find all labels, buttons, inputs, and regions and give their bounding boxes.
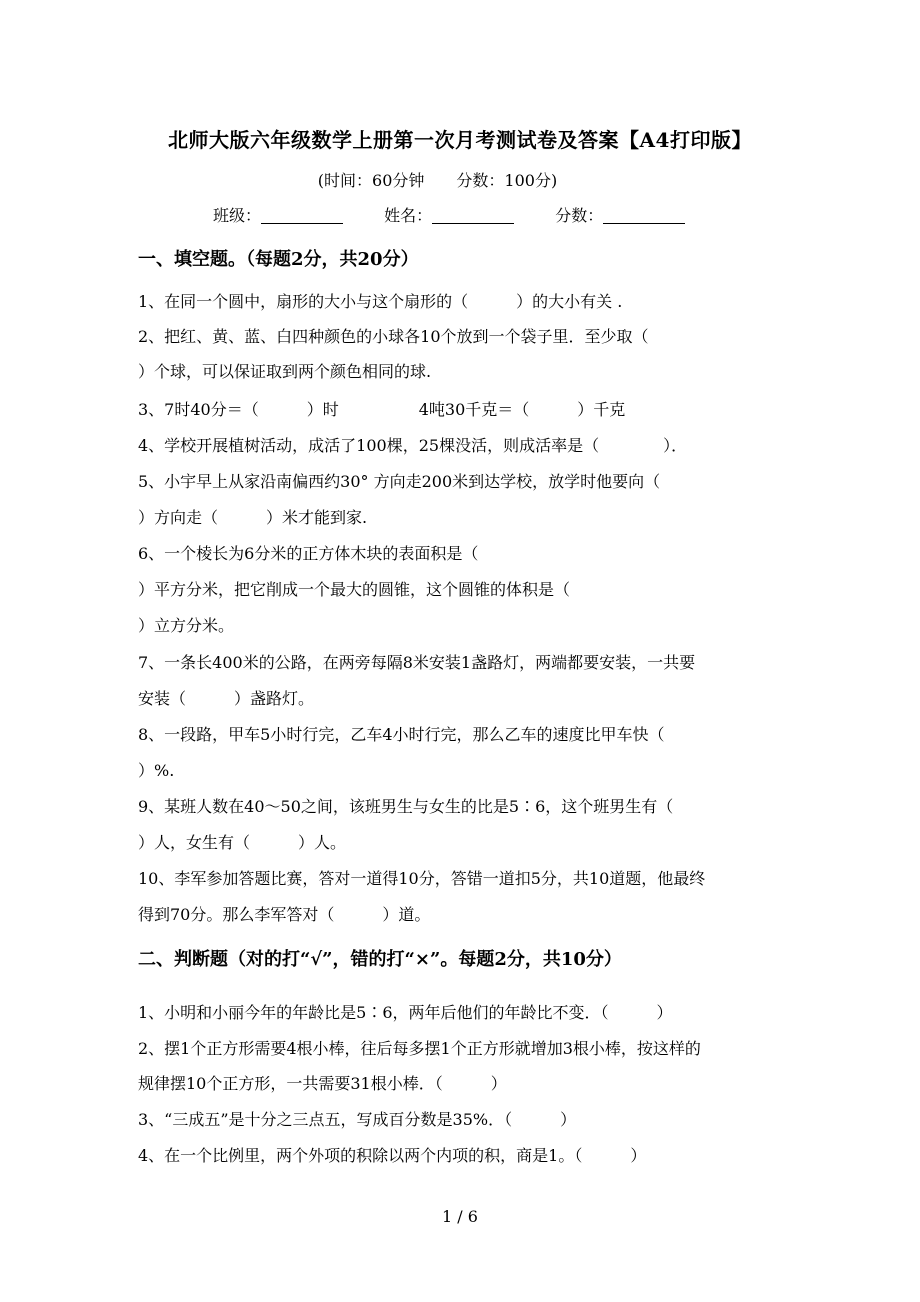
s1-line-18: 得到70分。那么李军答对（ ）道。	[138, 905, 431, 924]
s2-line-2: 2、摆1个正方形需要4根小棒，往后每多摆1个正方形就增加3根小棒，按这样的	[138, 1039, 701, 1058]
s1-line-13: 8、一段路，甲车5小时行完，乙车4小时行完，那么乙车的速度比甲车快（	[138, 725, 665, 744]
s1-line-4: 3、7时40分＝（ ）时 4吨30千克＝（ ）千克	[138, 400, 626, 419]
name-field	[384, 203, 514, 226]
s2-line-5: 4、在一个比例里，两个外项的积除以两个内项的积，商是1。（ ）	[138, 1146, 647, 1165]
page-title: 北师大版六年级数学上册第一次月考测试卷及答案【A4打印版】	[168, 128, 752, 152]
s1-line-15: 9、某班人数在40～50之间，该班男生与女生的比是5∶6，这个班男生有（	[138, 797, 674, 816]
s1-line-16: ）人，女生有（ ）人。	[138, 833, 347, 852]
s1-line-12: 安装（ ）盏路灯。	[138, 689, 315, 708]
s1-line-3: ）个球，可以保证取到两个颜色相同的球.	[138, 362, 432, 381]
section1-heading: 一、填空题。（每题2分，共20分）	[138, 249, 419, 270]
score-field	[555, 203, 685, 226]
s1-line-7: ）方向走（ ）米才能到家.	[138, 508, 368, 527]
s1-line-10: ）立方分米。	[138, 616, 235, 635]
class-field	[213, 203, 343, 226]
s2-line-4: 3、“三成五”是十分之三点五，写成百分数是35%．（ ）	[138, 1110, 577, 1129]
s1-line-14: ）%.	[138, 761, 175, 780]
s1-line-17: 10、李军参加答题比赛，答对一道得10分，答错一道扣5分，共10道题，他最终	[138, 869, 706, 888]
s1-line-9: ）平方分米，把它削成一个最大的圆锥，这个圆锥的体积是（	[138, 580, 571, 599]
s1-line-1: 1、在同一个圆中，扇形的大小与这个扇形的（ ）的大小有关 .	[138, 292, 623, 311]
s2-line-3: 规律摆10个正方形，一共需要31根小棒．（ ）	[138, 1074, 507, 1093]
score-blank	[603, 207, 685, 224]
section2-heading: 二、判断题（对的打“√”，错的打“×”。每题2分，共10分）	[138, 949, 622, 970]
s1-line-6: 5、小宇早上从家沿南偏西约30° 方向走200米到达学校，放学时他要向（	[138, 472, 661, 491]
s2-line-1: 1、小明和小丽今年的年龄比是5∶6，两年后他们的年龄比不变．（ ）	[138, 1003, 673, 1022]
class-blank	[261, 207, 343, 224]
s1-line-2: 2、把红、黄、蓝、白四种颜色的小球各10个放到一个袋子里．至少取（	[138, 327, 649, 346]
exam-subtitle: (时间：60分钟 分数：100分)	[317, 171, 558, 190]
s1-line-5: 4、学校开展植树活动，成活了100棵，25棵没活，则成活率是（ ）．	[138, 436, 688, 455]
score-label: 分数：	[555, 206, 604, 225]
page-number: 1 / 6	[442, 1207, 478, 1226]
class-label: 班级：	[213, 206, 262, 225]
s1-line-11: 7、一条长400米的公路，在两旁每隔8米安装1盏路灯，两端都要安装，一共要	[138, 653, 696, 672]
student-info-row	[213, 203, 721, 226]
name-blank	[432, 207, 514, 224]
s1-line-8: 6、一个棱长为6分米的正方体木块的表面积是（	[138, 544, 479, 563]
name-label: 姓名：	[384, 206, 433, 225]
